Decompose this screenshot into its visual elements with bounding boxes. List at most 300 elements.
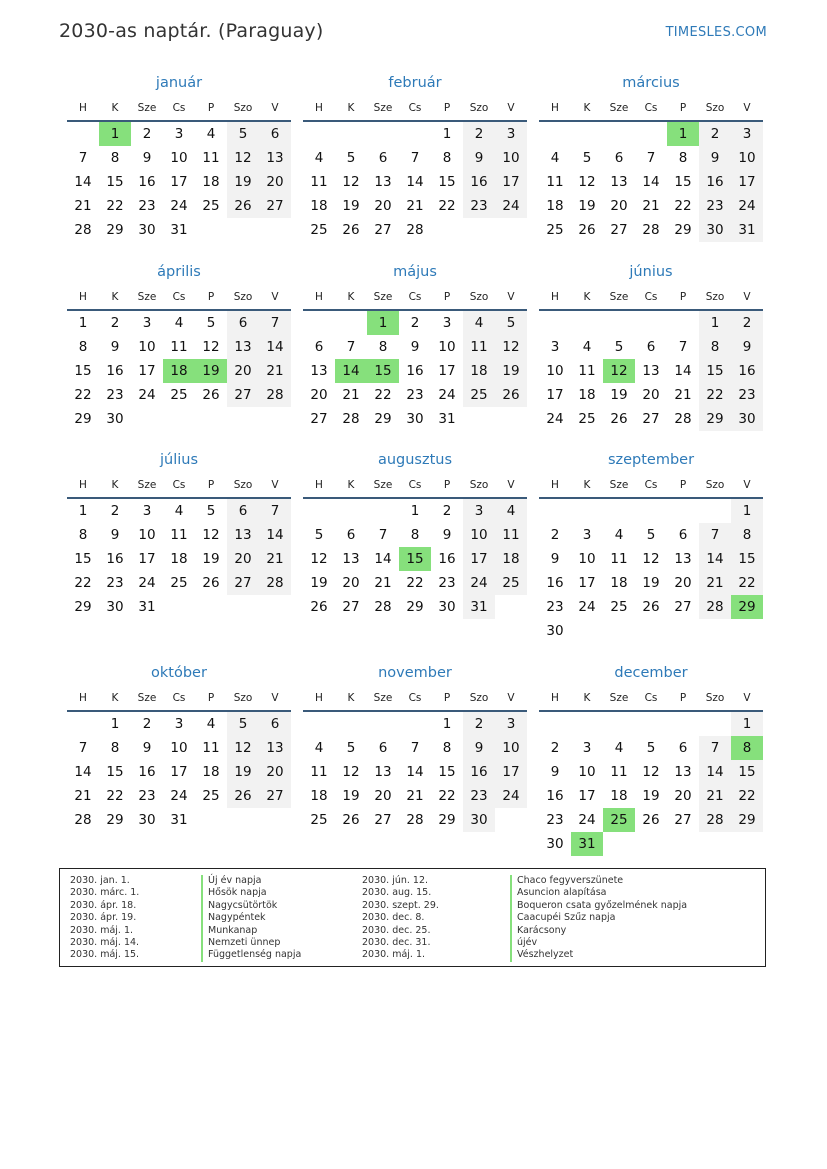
day-cell: 4 [314,150,324,166]
day-cell: 29 [374,411,392,427]
day-cell: 3 [495,712,527,736]
empty-cell [571,311,603,335]
empty-cell [303,122,335,146]
day-cell: 12 [578,174,596,190]
day-cell: 3 [731,122,763,146]
day-cell: 27 [674,599,692,615]
weekday-label: K [583,479,591,491]
day-cell: 13 [674,551,692,567]
empty-cell [259,407,291,431]
day-cell: 10 [495,736,527,760]
legend-date-column [70,875,139,962]
legend-holiday-name: Karácsony [510,925,687,937]
weekday-label: V [507,291,515,303]
week-row [303,547,527,571]
day-cell: 23 [406,387,424,403]
day-cell: 12 [227,146,259,170]
week-row [539,170,763,194]
week-row [539,311,763,335]
day-cell: 25 [610,599,628,615]
day-cell: 29 [106,222,124,238]
day-cell: 5 [646,740,656,756]
empty-cell [635,832,667,856]
week-row [539,736,763,760]
day-cell: 8 [442,740,452,756]
day-cell: 29 [74,599,92,615]
empty-cell [635,712,667,736]
day-cell: 1 [442,716,452,732]
day-cell: 17 [438,363,456,379]
day-cell: 8 [78,527,88,543]
week-row [539,760,763,784]
brand-link[interactable]: TIMESLES.COM [665,25,767,40]
day-cell: 21 [374,575,392,591]
day-cell: 17 [463,547,495,571]
day-cell: 25 [202,198,220,214]
legend-holiday-name: Asuncion alapítása [510,887,687,899]
empty-cell [303,712,335,736]
legend-date-column [362,875,439,962]
week-row [67,311,291,335]
day-cell: 26 [642,812,660,828]
empty-cell [463,407,495,431]
empty-cell [571,619,603,643]
day-cell: 14 [406,764,424,780]
legend-holiday-name: Új év napja [201,875,301,887]
week-row [539,571,763,595]
weekday-header [303,98,527,118]
empty-cell [163,595,195,619]
day-cell: 28 [699,808,731,832]
day-cell: 9 [699,146,731,170]
weekday-label: K [583,291,591,303]
week-row [303,146,527,170]
day-cell: 14 [674,363,692,379]
day-cell: 19 [227,170,259,194]
day-cell: 25 [170,387,188,403]
day-cell: 25 [202,788,220,804]
day-cell: 16 [699,170,731,194]
day-cell: 6 [678,740,688,756]
week-row [303,784,527,808]
day-cell: 28 [406,812,424,828]
day-cell: 11 [202,150,220,166]
day-cell: 14 [74,174,92,190]
day-cell: 22 [731,571,763,595]
day-cell: 14 [699,547,731,571]
weekday-label: H [79,102,87,114]
holiday-day-cell: 14 [335,359,367,383]
day-cell: 8 [110,150,120,166]
day-cell: 6 [314,339,324,355]
day-cell: 11 [495,523,527,547]
week-row [303,523,527,547]
month-name: március [622,75,680,91]
week-row [539,359,763,383]
day-cell: 18 [610,575,628,591]
day-cell: 20 [227,547,259,571]
day-cell: 27 [227,571,259,595]
day-cell: 9 [463,146,495,170]
day-cell: 30 [138,812,156,828]
week-row [67,359,291,383]
day-cell: 24 [438,387,456,403]
day-cell: 13 [674,764,692,780]
day-cell: 16 [546,788,564,804]
day-cell: 24 [731,194,763,218]
empty-cell [335,122,367,146]
day-cell: 12 [202,527,220,543]
weekday-label: Cs [408,291,422,303]
weekday-label: V [507,102,515,114]
empty-cell [731,619,763,643]
day-cell: 14 [259,523,291,547]
empty-cell [667,499,699,523]
weekday-header [539,98,763,118]
day-cell: 27 [642,411,660,427]
day-cell: 18 [495,547,527,571]
holiday-day-cell: 31 [571,832,603,856]
week-row [303,359,527,383]
empty-cell [367,712,399,736]
legend-holiday-name: Nagypéntek [201,912,301,924]
weekday-header [539,287,763,307]
day-cell: 27 [310,411,328,427]
weekday-label: P [207,102,215,114]
day-cell: 10 [138,339,156,355]
day-cell: 4 [550,150,560,166]
day-cell: 9 [463,736,495,760]
day-cell: 23 [463,784,495,808]
empty-cell [667,712,699,736]
weekday-label: Cs [408,102,422,114]
day-cell: 9 [110,527,120,543]
day-cell: 7 [259,499,291,523]
weekday-label: Szo [469,692,489,704]
day-cell: 4 [314,740,324,756]
empty-cell [195,808,227,832]
day-cell: 24 [495,194,527,218]
legend-date: 2030. dec. 31. [362,936,431,948]
day-cell: 7 [378,527,388,543]
week-row [303,808,527,832]
legend-date: 2030. márc. 1. [70,887,140,899]
day-cell: 15 [438,174,456,190]
weekday-label: Cs [172,479,186,491]
day-cell: 31 [138,599,156,615]
week-row [303,383,527,407]
day-cell: 11 [202,740,220,756]
day-cell: 15 [731,760,763,784]
day-cell: 17 [170,764,188,780]
day-cell: 14 [406,174,424,190]
day-cell: 24 [463,571,495,595]
day-cell: 2 [442,503,452,519]
day-cell: 27 [374,222,392,238]
day-cell: 8 [410,527,420,543]
day-cell: 26 [202,387,220,403]
weekday-label: Sze [137,479,157,491]
day-cell: 16 [731,359,763,383]
day-cell: 13 [259,146,291,170]
day-cell: 17 [138,363,156,379]
weekday-label: Szo [705,692,725,704]
day-cell: 24 [170,788,188,804]
day-cell: 9 [731,335,763,359]
day-cell: 20 [642,387,660,403]
day-cell: 27 [342,599,360,615]
day-cell: 27 [374,812,392,828]
empty-cell [539,499,571,523]
day-cell: 9 [110,339,120,355]
weekday-label: V [743,692,751,704]
day-cell: 19 [642,575,660,591]
day-cell: 8 [110,740,120,756]
empty-cell [731,832,763,856]
empty-cell [699,499,731,523]
month-name: október [151,665,207,681]
day-cell: 22 [106,788,124,804]
day-cell: 5 [614,339,624,355]
legend-holiday-name: Caacupéi Szűz napja [510,912,687,924]
weekday-label: K [347,291,355,303]
empty-cell [303,311,335,335]
day-cell: 30 [463,808,495,832]
weekday-label: Sze [609,692,629,704]
weekday-header [303,688,527,708]
day-cell: 10 [463,523,495,547]
week-row [67,383,291,407]
day-cell: 28 [259,571,291,595]
month-block [539,262,763,431]
day-cell: 31 [170,812,188,828]
day-cell: 29 [699,407,731,431]
day-cell: 8 [442,150,452,166]
weekday-label: Szo [705,479,725,491]
holiday-day-cell: 29 [731,595,763,619]
month-name: február [388,75,442,91]
week-row [67,712,291,736]
day-cell: 25 [463,383,495,407]
weekday-label: Sze [609,291,629,303]
legend-holiday-name: újév [510,937,687,949]
day-cell: 19 [342,788,360,804]
empty-cell [335,712,367,736]
empty-cell [227,808,259,832]
empty-cell [259,218,291,242]
empty-cell [699,712,731,736]
day-cell: 7 [678,339,688,355]
day-cell: 10 [138,527,156,543]
empty-cell [195,407,227,431]
day-cell: 29 [731,808,763,832]
week-row [539,383,763,407]
day-cell: 18 [610,788,628,804]
empty-cell [227,407,259,431]
day-cell: 28 [342,411,360,427]
day-cell: 11 [610,764,628,780]
empty-cell [67,122,99,146]
day-cell: 23 [463,194,495,218]
holiday-day-cell: 15 [367,359,399,383]
week-row [539,218,763,242]
day-cell: 7 [259,311,291,335]
month-name: augusztus [377,452,453,468]
week-row [67,146,291,170]
empty-cell [539,311,571,335]
day-cell: 10 [546,363,564,379]
weekday-label: H [79,479,87,491]
week-row [539,712,763,736]
month-block [67,450,291,619]
day-cell: 15 [731,547,763,571]
day-cell: 19 [342,198,360,214]
day-cell: 2 [142,126,152,142]
day-cell: 11 [610,551,628,567]
day-cell: 16 [106,363,124,379]
weekday-label: H [79,291,87,303]
day-cell: 24 [495,784,527,808]
day-cell: 4 [582,339,592,355]
empty-cell [495,218,527,242]
day-cell: 12 [342,764,360,780]
month-name: december [614,665,688,681]
weekday-label: P [679,291,687,303]
day-cell: 2 [463,712,495,736]
day-cell: 10 [731,146,763,170]
day-cell: 23 [699,194,731,218]
week-row [539,832,763,856]
week-row [539,547,763,571]
weekday-label: V [743,102,751,114]
weekday-label: Szo [705,291,725,303]
holiday-day-cell: 12 [603,359,635,383]
day-cell: 23 [546,599,564,615]
day-cell: 4 [206,716,216,732]
day-cell: 30 [546,623,564,639]
empty-cell [303,499,335,523]
month-name: június [629,264,673,280]
month-block [539,450,763,643]
empty-cell [495,407,527,431]
day-cell: 15 [699,359,731,383]
legend-name-column [201,875,301,962]
day-cell: 17 [170,174,188,190]
legend-holiday-name: Vészhelyzet [510,949,687,961]
day-cell: 30 [106,599,124,615]
day-cell: 13 [259,736,291,760]
day-cell: 27 [610,222,628,238]
month-block [303,450,527,619]
day-cell: 1 [410,503,420,519]
day-cell: 2 [550,527,560,543]
day-cell: 5 [346,740,356,756]
day-cell: 7 [646,150,656,166]
month-name: szeptember [607,452,695,468]
day-cell: 1 [78,503,88,519]
weekday-label: P [679,102,687,114]
day-cell: 20 [674,788,692,804]
empty-cell [163,407,195,431]
empty-cell [399,712,431,736]
weekday-label: K [347,479,355,491]
day-cell: 26 [578,222,596,238]
legend-holiday-name: Hősök napja [201,887,301,899]
day-cell: 19 [310,575,328,591]
day-cell: 13 [374,174,392,190]
day-cell: 22 [438,788,456,804]
day-cell: 12 [495,335,527,359]
weekday-label: Cs [644,102,658,114]
day-cell: 15 [74,551,92,567]
day-cell: 10 [578,551,596,567]
week-row [539,146,763,170]
week-row [539,194,763,218]
day-cell: 29 [438,812,456,828]
day-cell: 10 [438,339,456,355]
day-cell: 5 [495,311,527,335]
legend-date: 2030. ápr. 18. [70,899,137,911]
day-cell: 26 [227,194,259,218]
weekday-label: K [111,102,119,114]
empty-cell [259,808,291,832]
day-cell: 25 [546,222,564,238]
legend-date: 2030. máj. 14. [70,936,140,948]
day-cell: 1 [699,311,731,335]
day-cell: 13 [342,551,360,567]
day-cell: 18 [578,387,596,403]
weekday-label: Szo [233,692,253,704]
legend-date: 2030. ápr. 19. [70,912,137,924]
day-cell: 4 [614,740,624,756]
day-cell: 23 [546,812,564,828]
week-row [67,335,291,359]
day-cell: 19 [642,788,660,804]
day-cell: 29 [406,599,424,615]
day-cell: 14 [74,764,92,780]
week-row [539,523,763,547]
weekday-label: H [551,291,559,303]
day-cell: 17 [546,387,564,403]
day-cell: 3 [174,716,184,732]
day-cell: 24 [546,411,564,427]
empty-cell [667,619,699,643]
empty-cell [699,832,731,856]
day-cell: 21 [259,359,291,383]
weekday-label: V [271,291,279,303]
day-cell: 17 [138,551,156,567]
empty-cell [603,122,635,146]
weekday-label: K [111,479,119,491]
week-row [67,784,291,808]
day-cell: 13 [374,764,392,780]
legend-holiday-name: Függetlenség napja [201,949,301,961]
day-cell: 11 [170,339,188,355]
day-cell: 16 [438,551,456,567]
week-row [539,335,763,359]
page-title: 2030-as naptár. (Paraguay) [59,20,324,42]
day-cell: 8 [78,339,88,355]
month-name: április [157,264,201,280]
week-row [303,335,527,359]
day-cell: 18 [463,359,495,383]
week-row [67,736,291,760]
day-cell: 21 [699,784,731,808]
day-cell: 18 [202,764,220,780]
month-name: május [393,264,437,280]
day-cell: 20 [674,575,692,591]
weekday-label: P [443,479,451,491]
